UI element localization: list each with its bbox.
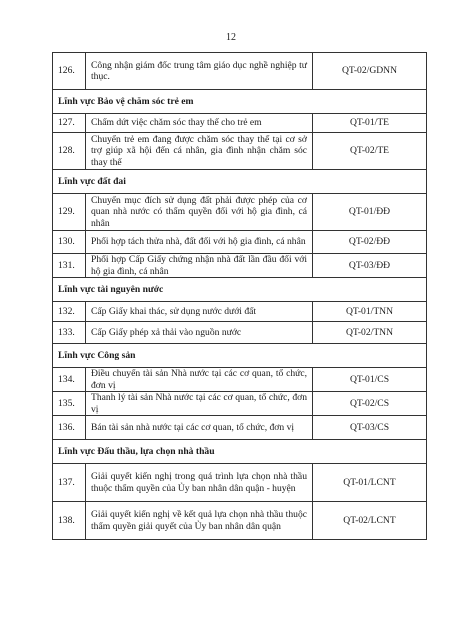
row-number: 130.	[53, 231, 86, 254]
row-number: 133.	[53, 322, 86, 344]
table-row	[53, 368, 427, 392]
section-row	[53, 170, 427, 194]
procedure-name: Giải quyết kiến nghị trong quá trình lựa chọn nhà thầu thuộc thẩm quyền của Ủy ban nhân dân quận - huyện	[86, 464, 313, 502]
row-number: 131.	[53, 254, 86, 278]
procedure-code: QT-03/CS	[313, 416, 427, 440]
table-row	[53, 231, 427, 254]
page-number: 12	[226, 32, 236, 43]
procedure-name: Giải quyết kiến nghị về kết quả lựa chọn nhà thầu thuộc thẩm quyền giải quyết của Ủy ban nhân dân quận	[86, 502, 313, 540]
procedure-code: QT-02/TNN	[313, 322, 427, 344]
row-number: 127.	[53, 114, 86, 133]
procedure-code: QT-02/TE	[313, 133, 427, 170]
procedure-code: QT-01/TE	[313, 114, 427, 133]
row-number: 135.	[53, 392, 86, 416]
procedure-name: Cấp Giấy phép xả thải vào nguồn nước	[86, 322, 313, 344]
row-number: 126.	[53, 53, 86, 90]
procedure-name: Phối hợp tách thửa nhà, đất đối với hộ gia đình, cá nhân	[86, 231, 313, 254]
table-row	[53, 133, 427, 170]
table-row	[53, 302, 427, 322]
procedure-name: Bán tài sản nhà nước tại các cơ quan, tổ chức, đơn vị	[86, 416, 313, 440]
table-row	[53, 416, 427, 440]
table-row	[53, 502, 427, 540]
section-row	[53, 440, 427, 464]
procedure-code: QT-01/LCNT	[313, 464, 427, 502]
procedure-name: Chấm dứt việc chăm sóc thay thế cho trẻ em	[86, 114, 313, 133]
procedure-name: Công nhận giám đốc trung tâm giáo dục nghề nghiệp tư thục.	[86, 53, 313, 90]
section-title: Lĩnh vực Công sản	[53, 344, 427, 368]
procedure-code: QT-02/LCNT	[313, 502, 427, 540]
procedure-name: Chuyển mục đích sử dụng đất phải được phép của cơ quan nhà nước có thẩm quyền đối với hộ gia đình, cá nhân	[86, 194, 313, 231]
row-number: 128.	[53, 133, 86, 170]
section-title: Lĩnh vực Đấu thầu, lựa chọn nhà thầu	[53, 440, 427, 464]
table-row	[53, 322, 427, 344]
procedure-name: Chuyển trẻ em đang được chăm sóc thay thế tại cơ sở trợ giúp xã hội đến cá nhân, gia đình nhận chăm sóc thay thế	[86, 133, 313, 170]
procedure-name: Phối hợp Cấp Giấy chứng nhận nhà đất lần đầu đối với hộ gia đình, cá nhân	[86, 254, 313, 278]
procedure-name: Cấp Giấy khai thác, sử dụng nước dưới đất	[86, 302, 313, 322]
row-number: 134.	[53, 368, 86, 392]
procedure-name: Thanh lý tài sản Nhà nước tại các cơ quan, tổ chức, đơn vị	[86, 392, 313, 416]
row-number: 136.	[53, 416, 86, 440]
table-row	[53, 464, 427, 502]
procedure-code: QT-02/CS	[313, 392, 427, 416]
procedure-code: QT-02/ĐĐ	[313, 231, 427, 254]
row-number: 137.	[53, 464, 86, 502]
section-title: Lĩnh vực Bảo vệ chăm sóc trẻ em	[53, 90, 427, 114]
table-row	[53, 392, 427, 416]
section-title: Lĩnh vực đất đai	[53, 170, 427, 194]
row-number: 132.	[53, 302, 86, 322]
table-row	[53, 194, 427, 231]
procedure-code: QT-03/ĐĐ	[313, 254, 427, 278]
procedure-code: QT-01/TNN	[313, 302, 427, 322]
procedure-code: QT-01/CS	[313, 368, 427, 392]
row-number: 129.	[53, 194, 86, 231]
row-number: 138.	[53, 502, 86, 540]
table-row	[53, 53, 427, 90]
section-title: Lĩnh vực tài nguyên nước	[53, 278, 427, 302]
section-row	[53, 344, 427, 368]
section-row	[53, 90, 427, 114]
procedure-name: Điều chuyển tài sản Nhà nước tại các cơ quan, tổ chức, đơn vị	[86, 368, 313, 392]
section-row	[53, 278, 427, 302]
table-row	[53, 254, 427, 278]
procedure-code: QT-02/GDNN	[313, 53, 427, 90]
table-row	[53, 114, 427, 133]
procedure-code: QT-01/ĐĐ	[313, 194, 427, 231]
procedure-table	[52, 52, 427, 540]
procedure-table-body	[53, 53, 427, 540]
